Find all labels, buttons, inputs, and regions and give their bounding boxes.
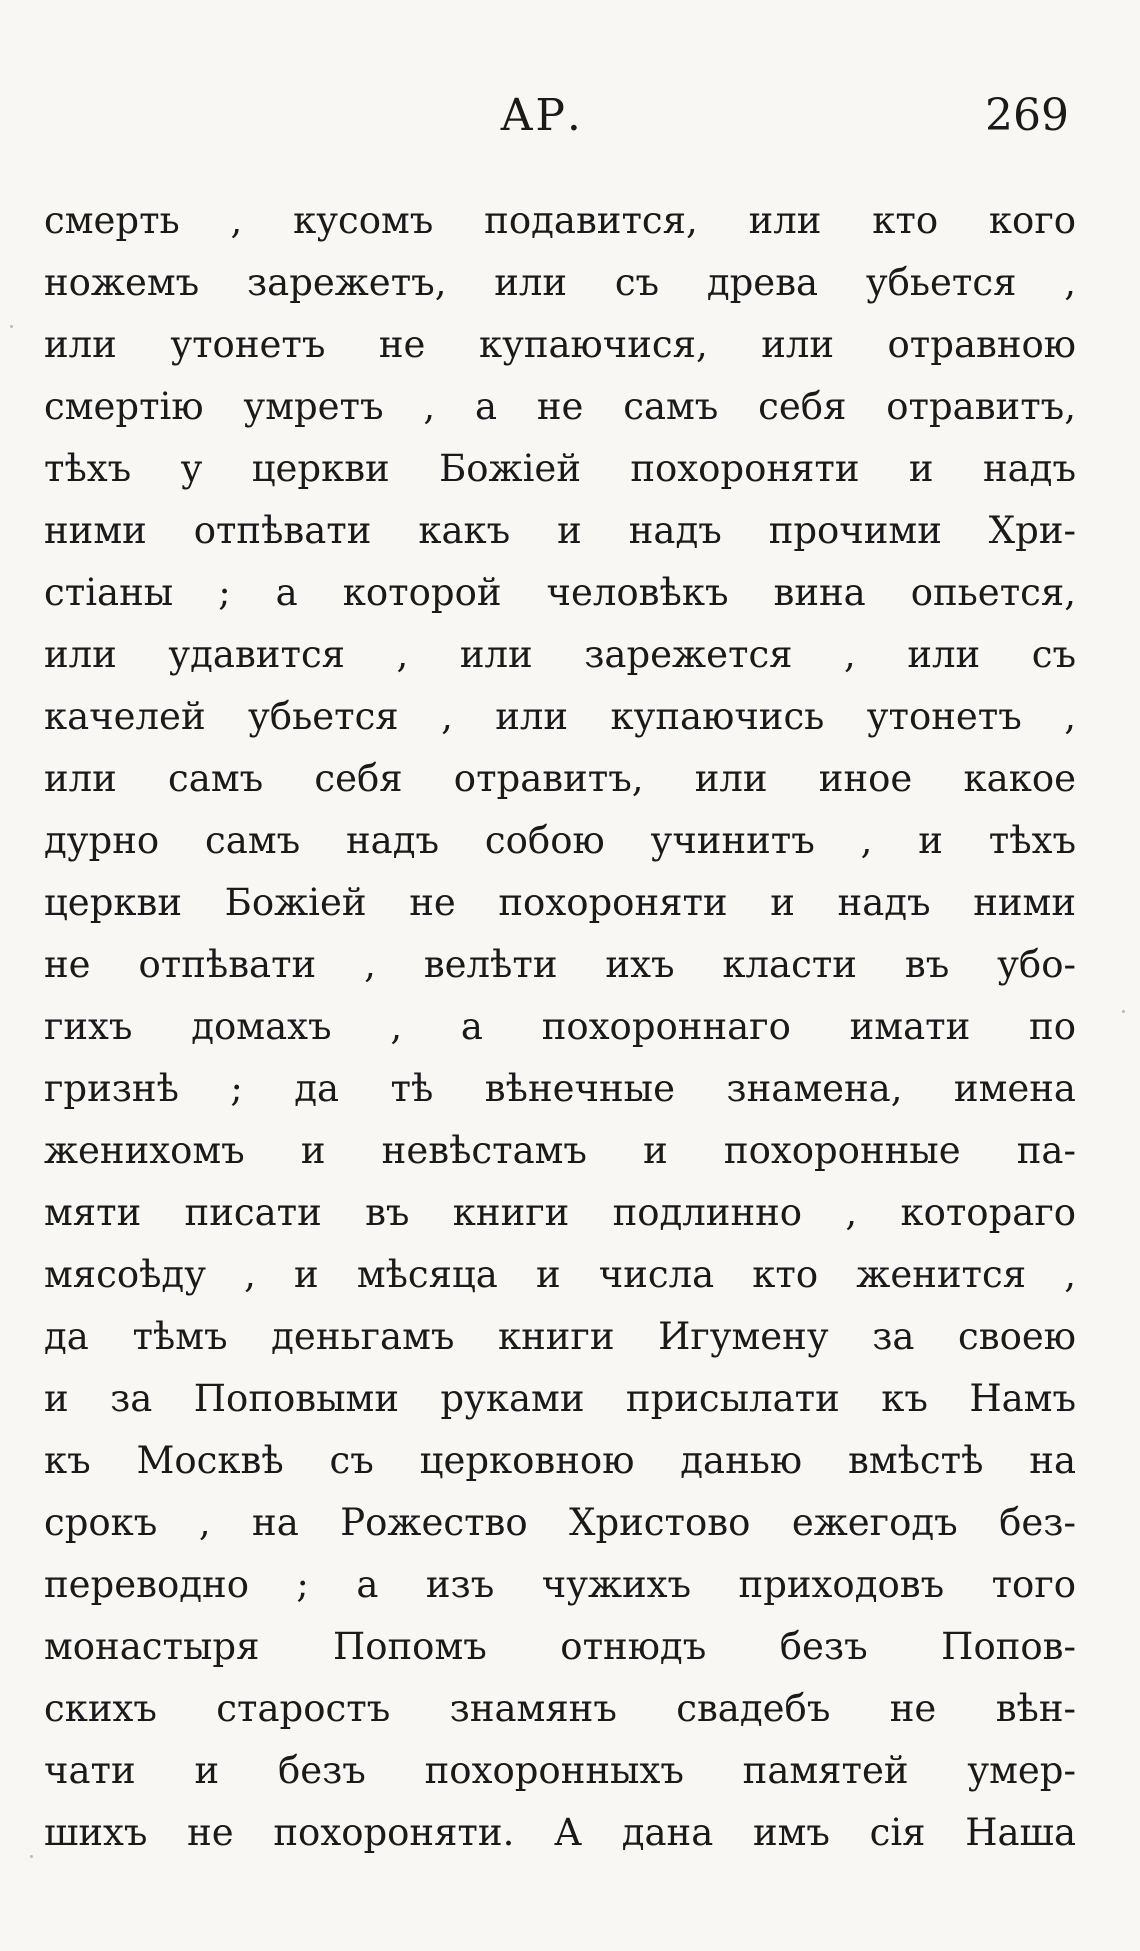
text-line: смерть , кусомъ подавится, или кто кого	[44, 199, 1076, 242]
text-line: гихъ домахъ , а похороннаго имати по	[44, 1005, 1076, 1048]
text-line: стіаны ; а которой человѣкъ вина опьется,	[44, 571, 1076, 614]
text-line: ножемъ зарежетъ, или съ древа убьется ,	[44, 261, 1076, 304]
paper-speck	[30, 1855, 33, 1858]
text-line: гризнѣ ; да тѣ вѣнечные знамена, имена	[44, 1067, 1076, 1110]
text-line: качелей убьется , или купаючись утонетъ ,	[44, 695, 1076, 738]
running-title: АР.	[500, 90, 583, 141]
text-line: тѣхъ у церкви Божіей похороняти и надъ	[44, 447, 1076, 490]
text-line: ними отпѣвати какъ и надъ прочими Хри-	[44, 509, 1076, 552]
body-text	[44, 190, 1076, 1864]
text-line: или удавится , или зарежется , или съ	[44, 633, 1076, 676]
page-number: 269	[985, 90, 1069, 141]
text-line: не отпѣвати , велѣти ихъ класти въ убо-	[44, 943, 1076, 986]
text-line: женихомъ и невѣстамъ и похоронные па-	[44, 1129, 1076, 1172]
text-line: и за Поповыми руками присылати къ Намъ	[44, 1377, 1076, 1420]
text-line: монастыря Попомъ отнюдъ безъ Попов-	[44, 1625, 1076, 1668]
paper-speck	[10, 325, 13, 328]
text-line: или утонетъ не купаючися, или отравною	[44, 323, 1076, 366]
running-head	[0, 88, 1140, 144]
text-line: мяти писати въ книги подлинно , котораго	[44, 1191, 1076, 1234]
paper-speck	[1122, 1010, 1125, 1013]
text-line: скихъ старостъ знамянъ свадебъ не вѣн-	[44, 1687, 1076, 1730]
text-line: дурно самъ надъ собою учинитъ , и тѣхъ	[44, 819, 1076, 862]
text-line: шихъ не похороняти. А дана имъ сія Наша	[44, 1811, 1076, 1854]
text-line: мясоѣду , и мѣсяца и числа кто женится ,	[44, 1253, 1076, 1296]
text-line: срокъ , на Рожество Христово ежегодъ без-	[44, 1501, 1076, 1544]
text-line: церкви Божіей не похороняти и надъ ними	[44, 881, 1076, 924]
text-line: переводно ; а изъ чужихъ приходовъ того	[44, 1563, 1076, 1606]
text-line: смертію умретъ , а не самъ себя отравитъ,	[44, 385, 1076, 428]
text-line: къ Москвѣ съ церковною данью вмѣстѣ на	[44, 1439, 1076, 1482]
text-line: или самъ себя отравитъ, или иное какое	[44, 757, 1076, 800]
text-line: чати и безъ похоронныхъ памятей умер-	[44, 1749, 1076, 1792]
text-line: да тѣмъ деньгамъ книги Игумену за своею	[44, 1315, 1076, 1358]
